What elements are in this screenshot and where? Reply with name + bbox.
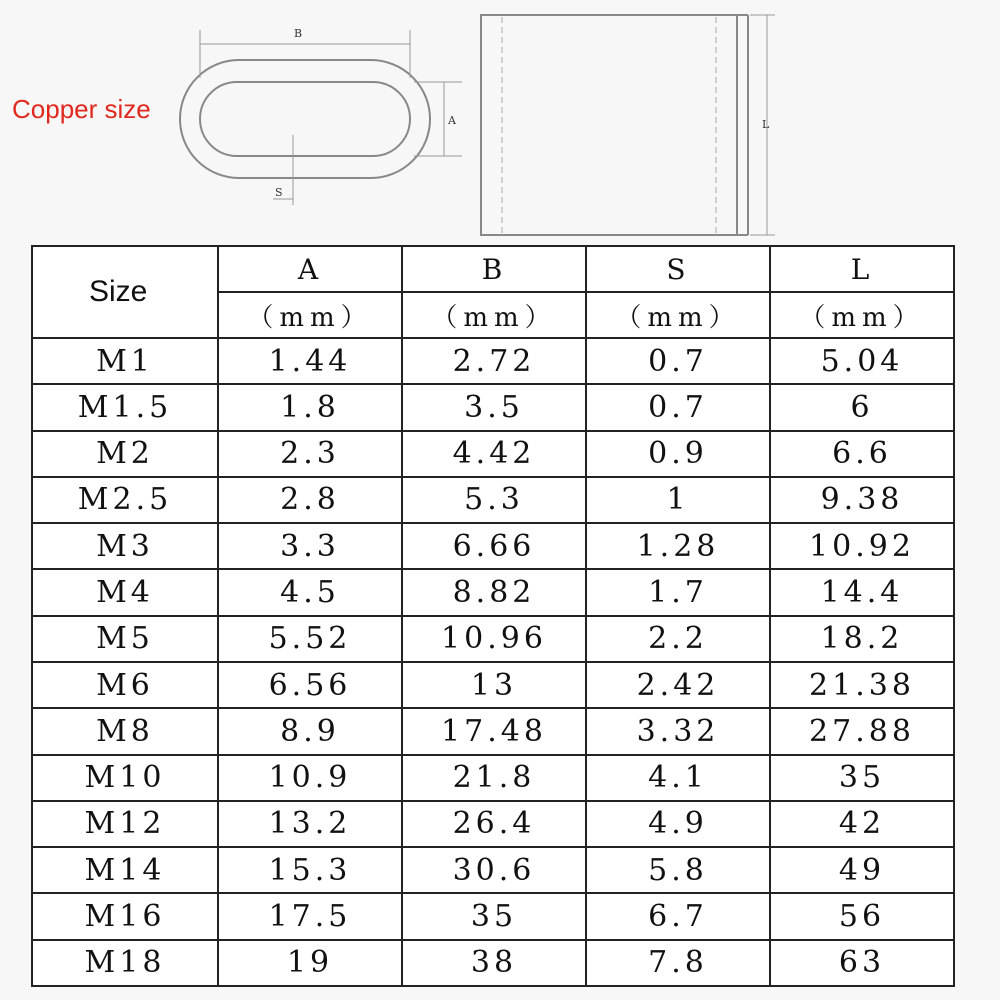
cell-l: 5.04: [770, 338, 954, 384]
cell-s: 0.7: [586, 338, 770, 384]
cell-s: 2.42: [586, 662, 770, 708]
unit-b: （mm）: [402, 292, 586, 338]
table-row: [32, 616, 954, 662]
cell-a: 1.8: [218, 384, 402, 430]
cell-l: 14.4: [770, 569, 954, 615]
table-row: [32, 708, 954, 754]
cell-b: 35: [402, 893, 586, 939]
table-row: [32, 940, 954, 986]
unit-l: （mm）: [770, 292, 954, 338]
unit-a: （mm）: [218, 292, 402, 338]
cell-s: 4.1: [586, 755, 770, 801]
column-header-s: S: [586, 246, 770, 292]
cell-a: 17.5: [218, 893, 402, 939]
label-a: A: [448, 114, 456, 127]
cell-l: 49: [770, 847, 954, 893]
cell-b: 13: [402, 662, 586, 708]
header-row: [32, 246, 954, 292]
cell-size: M12: [32, 801, 218, 847]
cell-b: 10.96: [402, 616, 586, 662]
table-row: [32, 801, 954, 847]
table-row: [32, 755, 954, 801]
cell-b: 17.48: [402, 708, 586, 754]
cell-a: 8.9: [218, 708, 402, 754]
table-row: [32, 338, 954, 384]
dimension-b: [200, 30, 410, 78]
unit-s: （mm）: [586, 292, 770, 338]
table-row: [32, 431, 954, 477]
cell-b: 2.72: [402, 338, 586, 384]
cell-b: 26.4: [402, 801, 586, 847]
cell-size: M8: [32, 708, 218, 754]
cell-size: M5: [32, 616, 218, 662]
cell-size: M10: [32, 755, 218, 801]
cell-s: 0.7: [586, 384, 770, 430]
cell-s: 6.7: [586, 893, 770, 939]
table-row: [32, 893, 954, 939]
cell-b: 21.8: [402, 755, 586, 801]
column-header-b: B: [402, 246, 586, 292]
cell-a: 15.3: [218, 847, 402, 893]
cell-s: 4.9: [586, 801, 770, 847]
table-row: [32, 569, 954, 615]
cell-size: M1: [32, 338, 218, 384]
cell-b: 5.3: [402, 477, 586, 523]
table-row: [32, 847, 954, 893]
cell-a: 6.56: [218, 662, 402, 708]
label-b: B: [294, 27, 303, 40]
table-row: [32, 477, 954, 523]
cell-a: 2.3: [218, 431, 402, 477]
cell-size: M4: [32, 569, 218, 615]
cell-size: M16: [32, 893, 218, 939]
cell-a: 1.44: [218, 338, 402, 384]
cell-s: 1.28: [586, 523, 770, 569]
page-title: Copper size: [12, 94, 151, 124]
cell-s: 0.9: [586, 431, 770, 477]
cell-size: M18: [32, 940, 218, 986]
cell-a: 5.52: [218, 616, 402, 662]
side-view-hidden-lines: [502, 17, 716, 233]
cell-l: 18.2: [770, 616, 954, 662]
cell-s: 7.8: [586, 940, 770, 986]
table-row: [32, 523, 954, 569]
size-table: [31, 245, 955, 987]
cell-a: 10.9: [218, 755, 402, 801]
cell-b: 38: [402, 940, 586, 986]
cell-a: 4.5: [218, 569, 402, 615]
table-body: [32, 338, 954, 986]
label-l: L: [762, 118, 770, 131]
cell-b: 6.66: [402, 523, 586, 569]
size-header: Size: [32, 246, 218, 338]
table-row: [32, 662, 954, 708]
cell-size: M2.5: [32, 477, 218, 523]
cell-s: 1.7: [586, 569, 770, 615]
cell-b: 4.42: [402, 431, 586, 477]
column-header-l: L: [770, 246, 954, 292]
cell-l: 6.6: [770, 431, 954, 477]
cell-l: 6: [770, 384, 954, 430]
cell-size: M1.5: [32, 384, 218, 430]
cell-size: M6: [32, 662, 218, 708]
cell-l: 21.38: [770, 662, 954, 708]
cell-l: 9.38: [770, 477, 954, 523]
cell-l: 42: [770, 801, 954, 847]
cell-l: 35: [770, 755, 954, 801]
cell-a: 3.3: [218, 523, 402, 569]
cell-s: 3.32: [586, 708, 770, 754]
cell-l: 56: [770, 893, 954, 939]
technical-drawing: [0, 0, 1000, 240]
side-view-drawing: [481, 15, 748, 235]
cell-size: M14: [32, 847, 218, 893]
cell-a: 2.8: [218, 477, 402, 523]
cell-s: 2.2: [586, 616, 770, 662]
cell-size: M3: [32, 523, 218, 569]
cell-l: 27.88: [770, 708, 954, 754]
cell-s: 5.8: [586, 847, 770, 893]
table-row: [32, 384, 954, 430]
column-header-a: A: [218, 246, 402, 292]
cell-l: 63: [770, 940, 954, 986]
oval-sleeve-drawing: [180, 60, 430, 178]
cell-a: 19: [218, 940, 402, 986]
cell-size: M2: [32, 431, 218, 477]
cell-s: 1: [586, 477, 770, 523]
cell-l: 10.92: [770, 523, 954, 569]
cell-a: 13.2: [218, 801, 402, 847]
cell-b: 8.82: [402, 569, 586, 615]
diagram-area: [0, 0, 1000, 240]
cell-b: 30.6: [402, 847, 586, 893]
label-s: S: [275, 186, 283, 199]
cell-b: 3.5: [402, 384, 586, 430]
